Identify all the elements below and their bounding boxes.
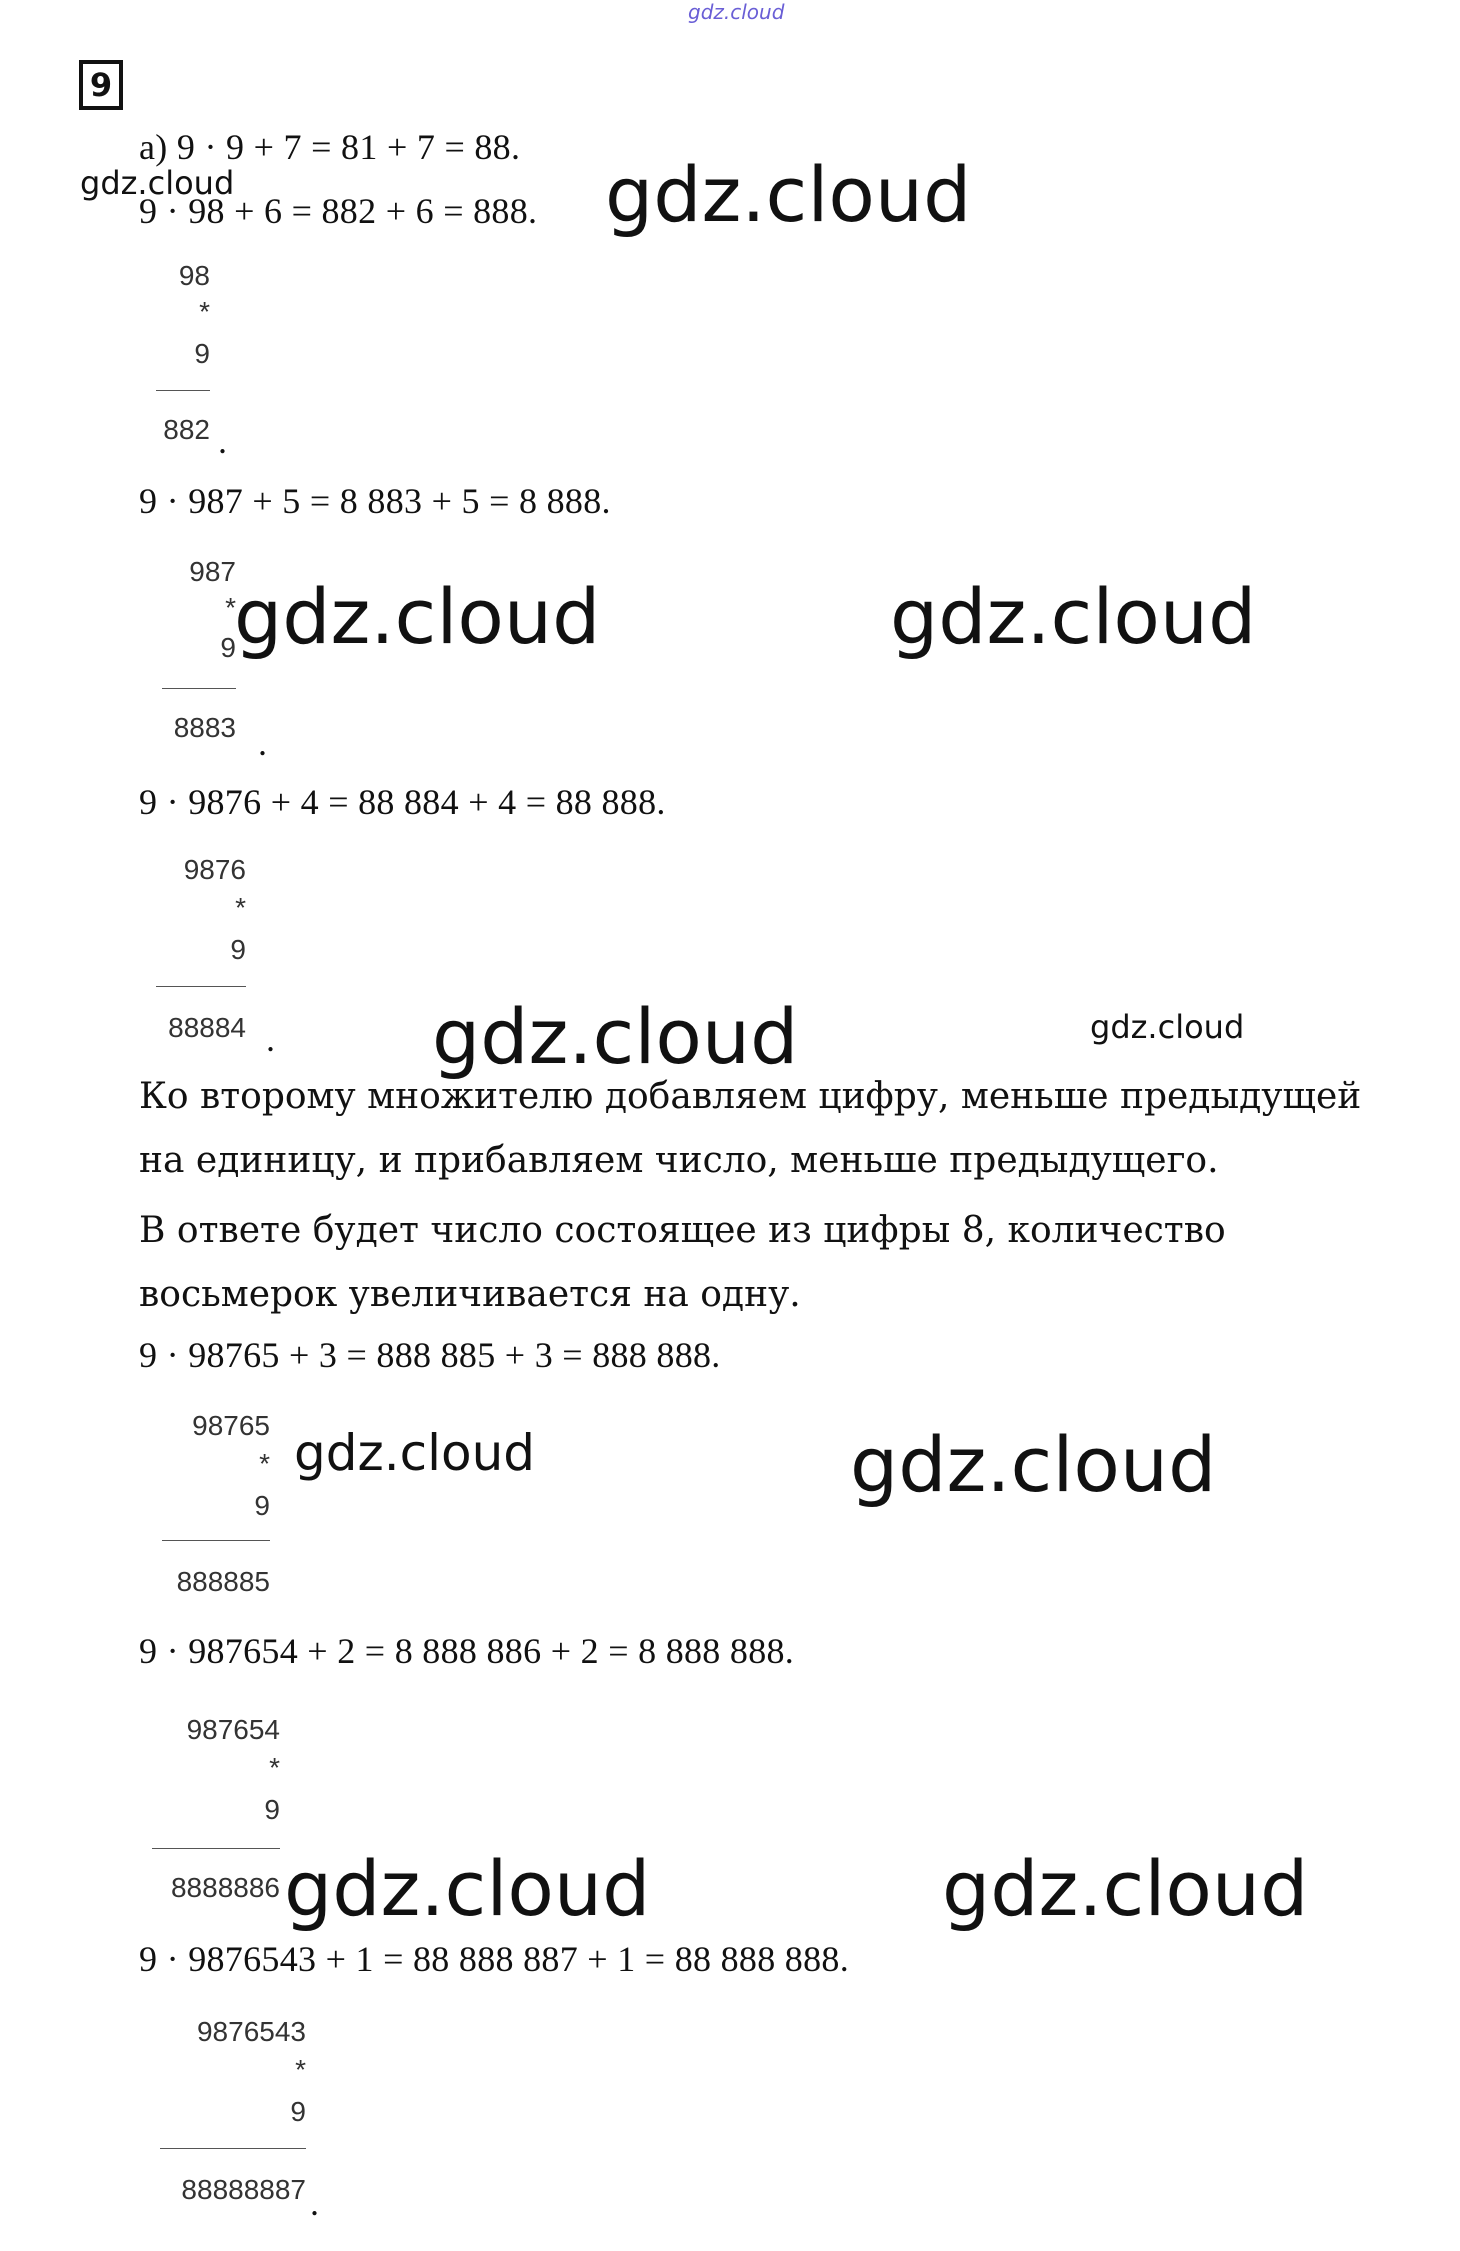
- column-result: 888885: [176, 1566, 270, 1597]
- column-result: 8888886: [170, 1872, 280, 1903]
- watermark: gdz.cloud: [284, 1844, 651, 1933]
- equation-line-2: 9 · 98 + 6 = 882 + 6 = 888.: [139, 191, 538, 231]
- column-multiplier: 9: [194, 338, 210, 369]
- column-result: 88888887: [181, 2174, 306, 2205]
- watermark: gdz.cloud: [432, 992, 799, 1081]
- column-top-number: 987: [189, 556, 236, 587]
- watermark-small: gdz.cloud: [1090, 1008, 1245, 1046]
- column-multiplier: 9: [220, 632, 236, 663]
- column-top-number: 987654: [186, 1714, 280, 1745]
- column-rule: [162, 1540, 270, 1541]
- column-operator: *: [269, 1752, 280, 1783]
- column-multiplier: 9: [254, 1490, 270, 1521]
- column-multiplier: 9: [290, 2096, 306, 2127]
- explanation-line-1: Ко второму множителю добавляем цифру, меньше предыдущей: [139, 1076, 1362, 1117]
- column-result: 88884: [168, 1012, 246, 1043]
- watermark: gdz.cloud: [942, 1844, 1309, 1933]
- column-result: 882: [163, 414, 210, 445]
- watermark: gdz.cloud: [890, 572, 1257, 661]
- watermark: gdz.cloud: [234, 572, 601, 661]
- column-rule: [160, 2148, 306, 2149]
- column-operator: *: [295, 2054, 306, 2085]
- column-dot: .: [310, 2183, 319, 2223]
- watermark-top: gdz.cloud: [688, 0, 785, 24]
- column-top-number: 9876: [183, 854, 246, 885]
- equation-line-7: 9 · 9876543 + 1 = 88 888 887 + 1 = 88 888 888.: [139, 1939, 849, 1979]
- equation-line-4: 9 · 9876 + 4 = 88 884 + 4 = 88 888.: [139, 782, 666, 822]
- column-top-number: 9876543: [196, 2016, 306, 2047]
- watermark-small: gdz.cloud: [80, 164, 235, 202]
- equation-line-3: 9 · 987 + 5 = 8 883 + 5 = 8 888.: [139, 481, 611, 521]
- watermark: gdz.cloud: [850, 1420, 1217, 1509]
- column-multiplier: 9: [230, 934, 246, 965]
- column-dot: .: [258, 723, 267, 763]
- column-operator: *: [225, 592, 236, 623]
- watermark: gdz.cloud: [294, 1424, 536, 1482]
- column-result: 8883: [173, 712, 236, 743]
- explanation-line-3: В ответе будет число состоящее из цифры 8, количество: [139, 1210, 1226, 1251]
- column-rule: [152, 1848, 280, 1849]
- explanation-line-4: восьмерок увеличивается на одну.: [139, 1274, 801, 1315]
- equation-line-6: 9 · 987654 + 2 = 8 888 886 + 2 = 8 888 888.: [139, 1631, 795, 1671]
- equation-line-1: а) 9 · 9 + 7 = 81 + 7 = 88.: [139, 127, 521, 167]
- column-multiplier: 9: [264, 1794, 280, 1825]
- column-dot: .: [266, 1019, 275, 1059]
- column-rule: [162, 688, 236, 689]
- column-rule: [156, 390, 210, 391]
- column-operator: *: [259, 1448, 270, 1479]
- column-top-number: 98: [178, 260, 210, 291]
- task-number: 9: [79, 60, 123, 110]
- column-dot: .: [218, 421, 227, 461]
- explanation-line-2: на единицу, и прибавляем число, меньше предыдущего.: [139, 1140, 1219, 1181]
- column-operator: *: [199, 296, 210, 327]
- column-top-number: 98765: [192, 1410, 270, 1441]
- column-rule: [156, 986, 246, 987]
- equation-line-5: 9 · 98765 + 3 = 888 885 + 3 = 888 888.: [139, 1335, 721, 1375]
- column-operator: *: [235, 892, 246, 923]
- watermark: gdz.cloud: [605, 150, 972, 239]
